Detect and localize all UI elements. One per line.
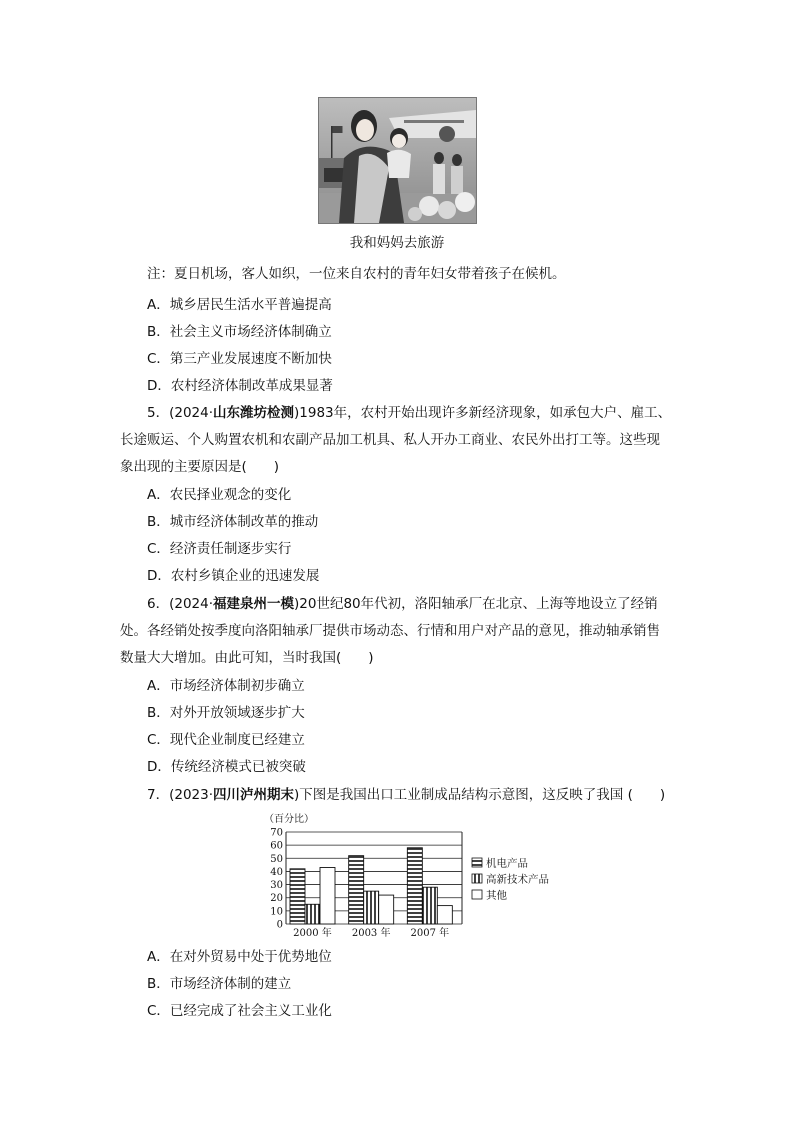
chart-legend-swatch <box>472 874 482 883</box>
chart-legend <box>472 857 549 902</box>
q5-stem-line1 <box>147 403 671 423</box>
chart-bar-其他-2003 年 <box>379 895 394 924</box>
chart-y-tick-label: 30 <box>270 880 283 892</box>
chart-bar-其他-2007 年 <box>437 906 452 924</box>
chart-y-tick-label: 0 <box>276 919 283 931</box>
q7-source: 四川泸州期末 <box>213 787 295 803</box>
q7-option-c: C．已经完成了社会主义工业化 <box>147 1003 332 1019</box>
chart-x-tick-label: 2007 年 <box>410 928 450 939</box>
q6-option-a: A．市场经济体制初步确立 <box>147 678 305 694</box>
q6-option-b: B．对外开放领域逐步扩大 <box>147 705 305 721</box>
q6-stem-line1 <box>147 594 658 614</box>
chart-bar-高新技术产品-2000 年 <box>305 904 320 924</box>
q4-option-c: C．第三产业发展速度不断加快 <box>147 351 332 367</box>
photo-caption: 我和妈妈去旅游 <box>349 235 445 251</box>
airport-travel-photo <box>318 97 477 224</box>
q5-option-c: C．经济责任制逐步实行 <box>147 541 292 557</box>
q7-option-b: B．市场经济体制的建立 <box>147 976 292 992</box>
q5-option-b: B．城市经济体制改革的推动 <box>147 514 319 530</box>
q5-stem-text: )1983年，农村开始出现许多新经济现象，如承包大户、雇工、 <box>294 405 672 421</box>
q4-option-b: B．社会主义市场经济体制确立 <box>147 324 332 340</box>
chart-y-tick-label: 20 <box>270 893 283 905</box>
chart-y-tick-label: 40 <box>270 866 283 878</box>
q5-number: 5．(2024· <box>147 405 214 421</box>
q5-option-d: D．农村乡镇企业的迅速发展 <box>147 568 320 584</box>
chart-bar-高新技术产品-2007 年 <box>422 887 437 924</box>
q7-option-a: A．在对外贸易中处于优势地位 <box>147 949 332 965</box>
chart-legend-label: 机电产品 <box>486 857 528 870</box>
chart-bars <box>290 848 452 924</box>
chart-legend-label: 高新技术产品 <box>486 873 549 886</box>
chart-bar-高新技术产品-2003 年 <box>364 891 379 924</box>
q5-stem-line2: 长途贩运、个人购置农机和农副产品加工机具、私人开办工商业、农民外出打工等。这些现 <box>120 432 660 448</box>
chart-y-tick-label: 60 <box>270 840 283 852</box>
q6-option-c: C．现代企业制度已经建立 <box>147 732 305 748</box>
photo-illustration <box>319 98 476 223</box>
chart-legend-label: 其他 <box>486 889 507 902</box>
chart-legend-swatch <box>472 858 482 867</box>
chart-y-ticks <box>270 828 283 931</box>
chart-legend-swatch <box>472 890 482 899</box>
q4-option-d: D．农村经济体制改革成果显著 <box>147 378 333 394</box>
q5-stem-line3: 象出现的主要原因是( ) <box>120 459 280 475</box>
chart-x-ticks <box>293 926 449 939</box>
q7-stem-text: )下图是我国出口工业制成品结构示意图，这反映了我国 ( ) <box>294 787 666 803</box>
chart-bar-机电产品-2007 年 <box>407 848 422 924</box>
chart-y-tick-label: 70 <box>270 827 283 839</box>
q7-number: 7．(2023· <box>147 787 214 803</box>
q6-number: 6．(2024· <box>147 596 214 612</box>
export-structure-chart <box>258 812 588 942</box>
q7-stem-line1 <box>147 785 665 805</box>
chart-x-tick-label: 2003 年 <box>351 928 391 939</box>
q6-option-d: D．传统经济模式已被突破 <box>147 759 306 775</box>
chart-bar-机电产品-2003 年 <box>349 856 364 924</box>
chart-bar-其他-2000 年 <box>320 867 335 924</box>
q6-source: 福建泉州一模 <box>213 596 295 612</box>
q6-stem-line2: 处。各经销处按季度向洛阳轴承厂提供市场动态、行情和用户对产品的意见，推动轴承销售 <box>120 623 660 639</box>
photo-note: 注：夏日机场，客人如织，一位来自农村的青年妇女带着孩子在候机。 <box>147 266 566 282</box>
q5-source: 山东潍坊检测 <box>213 405 295 421</box>
q4-option-a: A．城乡居民生活水平普遍提高 <box>147 297 332 313</box>
chart-x-tick-label: 2000 年 <box>293 928 332 939</box>
q5-option-a: A．农民择业观念的变化 <box>147 487 292 503</box>
q6-stem-line3: 数量大大增加。由此可知，当时我国( ) <box>120 650 374 666</box>
chart-ylabel: （百分比） <box>264 814 314 825</box>
chart-y-tick-label: 10 <box>270 906 283 918</box>
q6-stem-text: )20世纪80年代初，洛阳轴承厂在北京、上海等地设立了经销 <box>294 596 658 612</box>
chart-bar-机电产品-2000 年 <box>290 869 305 924</box>
chart-y-tick-label: 50 <box>270 853 283 865</box>
